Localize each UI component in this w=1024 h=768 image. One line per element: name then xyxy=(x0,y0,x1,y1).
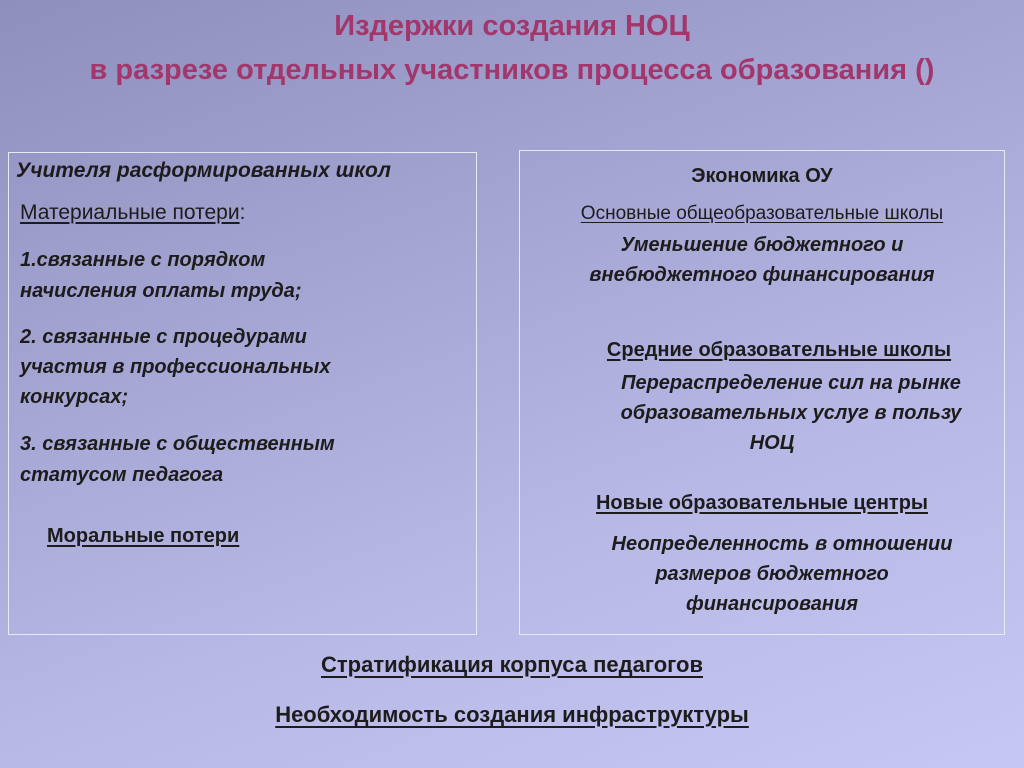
section-basic-schools-label: Основные общеобразовательные школы xyxy=(580,203,944,224)
item-1-line-1: 1.связанные с порядком xyxy=(20,249,266,271)
item-3-line-2: статусом педагога xyxy=(20,464,224,486)
teachers-heading: Учителя расформированных школ xyxy=(16,159,391,182)
item-1-line-2: начисления оплаты труда; xyxy=(20,280,302,302)
moral-losses-label: Моральные потери xyxy=(47,525,240,547)
section-new-centers-line-1: Неопределенность в отношении xyxy=(611,533,953,555)
section-secondary-schools-line-2: образовательных услуг в пользу xyxy=(620,402,962,424)
infrastructure-line: Необходимость создания инфраструктуры xyxy=(275,702,749,727)
section-secondary-schools-line-3: НОЦ xyxy=(749,432,795,454)
section-new-centers-line-2: размеров бюджетного xyxy=(655,563,889,585)
material-losses-label: Материальные потери: xyxy=(20,201,246,224)
section-secondary-schools-line-1: Перераспределение сил на рынке xyxy=(621,372,961,394)
section-basic-schools-line-1: Уменьшение бюджетного и xyxy=(620,234,904,256)
section-secondary-schools-label: Средние образовательные школы xyxy=(606,339,952,361)
section-new-centers-label: Новые образовательные центры xyxy=(595,492,929,514)
item-2-line-2: участия в профессиональных xyxy=(20,356,331,378)
slide-title-line-2: в разрезе отдельных участников процесса образования () xyxy=(89,54,935,86)
slide-title-line-1: Издержки создания НОЦ xyxy=(334,10,690,42)
section-new-centers-line-3: финансирования xyxy=(686,593,858,615)
item-3-line-1: 3. связанные с общественным xyxy=(20,433,335,455)
item-2-line-1: 2. связанные с процедурами xyxy=(20,326,307,348)
section-basic-schools-line-2: внебюджетного финансирования xyxy=(589,264,935,286)
economics-heading: Экономика ОУ xyxy=(691,165,833,187)
item-2-line-3: конкурсах; xyxy=(20,386,129,408)
stratification-line: Стратификация корпуса педагогов xyxy=(321,652,703,677)
